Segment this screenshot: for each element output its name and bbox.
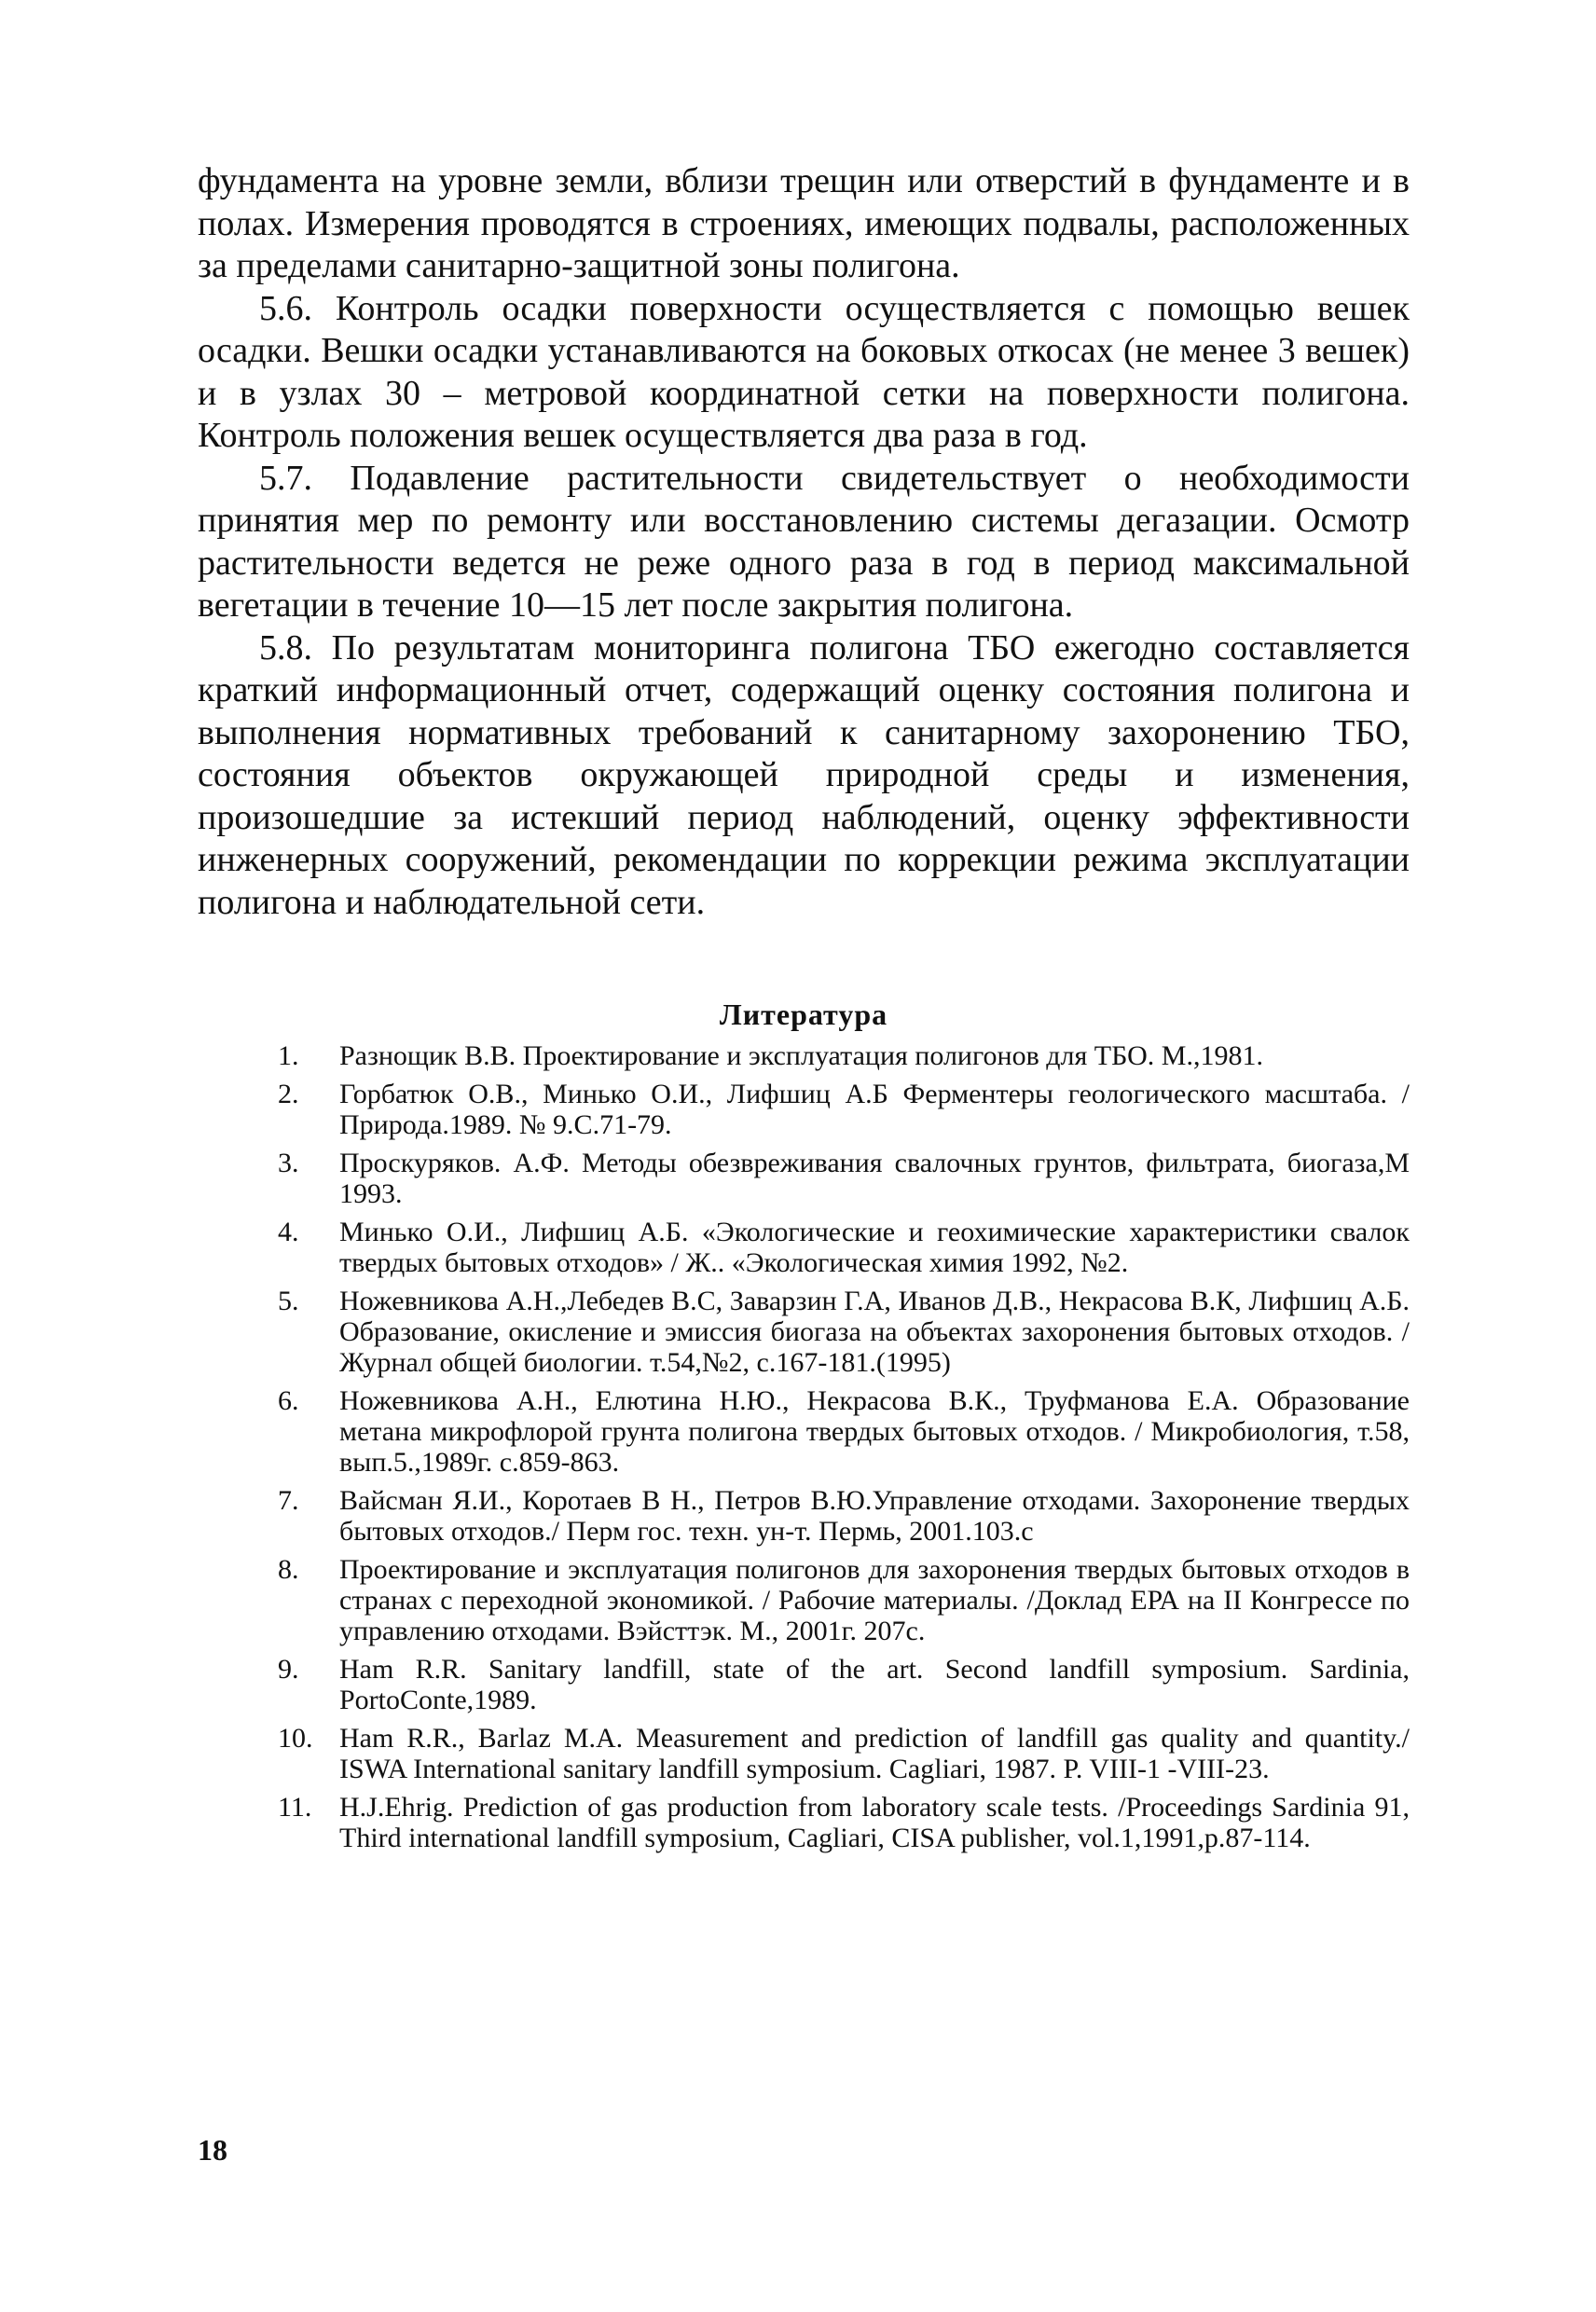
reference-text: Проектирование и эксплуатация полигонов для захоронения твердых бытовых отходов в странах с переходной экономикой. / Рабочие материалы. /Доклад ЕРА на II Конгрессе по управлению отходами. Вэйсттэк. М., 2001г. 207с.	[339, 1554, 1410, 1646]
reference-number: 3.	[278, 1148, 299, 1178]
reference-item	[198, 1654, 1410, 1715]
reference-number: 7.	[278, 1485, 299, 1516]
page-number: 18	[198, 2133, 227, 2167]
reference-number: 9.	[278, 1654, 299, 1685]
reference-text: Вайсман Я.И., Коротаев В Н., Петров В.Ю.Управление отходами. Захоронение твердых бытовых отходов./ Перм гос. техн. ун-т. Пермь, 2001.103.с	[339, 1485, 1410, 1547]
paragraph-continuation: фундамента на уровне земли, вблизи трещин или отверстий в фундаменте и в полах. Измерения проводятся в строениях, имеющих подвалы, расположенных за пределами санитарно-защитной зоны полигона.	[198, 161, 1410, 285]
reference-text: Ham R.R., Barlaz M.A. Measurement and prediction of landfill gas quality and quantity./ ISWA International sanitary landfill symposium. Cagliari, 1987. P. VIII-1 -VIII-23.	[339, 1723, 1410, 1784]
body-text	[198, 160, 1410, 924]
reference-text: Проскуряков. А.Ф. Методы обезвреживания свалочных грунтов, фильтрата, биогаза,М 1993.	[339, 1148, 1410, 1209]
reference-item	[198, 1385, 1410, 1478]
paragraph-5-8: 5.8. По результатам мониторинга полигона ТБО ежегодно составляется краткий информационный отчет, содержащий оценку состояния полигона и выполнения нормативных требований к санитарному захоронению ТБО, состояния объектов окружающей природной среды и изменения, произошедшие за истекший период наблюдений, оценку эффективности инженерных сооружений, рекомендации по коррекции режима эксплуатации полигона и наблюдательной сети.	[198, 627, 1410, 922]
reference-item	[198, 1148, 1410, 1209]
reference-number: 4.	[278, 1217, 299, 1247]
reference-number: 10.	[278, 1723, 313, 1754]
reference-item	[198, 1723, 1410, 1784]
reference-item	[198, 1217, 1410, 1278]
reference-list	[198, 1040, 1410, 1861]
paragraph-5-6: 5.6. Контроль осадки поверхности осуществляется с помощью вешек осадки. Вешки осадки устанавливаются на боковых откосах (не менее 3 вешек) и в узлах 30 – метровой координатной сетки на поверхности полигона. Контроль положения вешек осуществляется два раза в год.	[198, 288, 1410, 455]
reference-item	[198, 1079, 1410, 1140]
reference-item	[198, 1040, 1410, 1071]
reference-number: 2.	[278, 1079, 299, 1109]
reference-number: 11.	[278, 1792, 312, 1823]
reference-item	[198, 1286, 1410, 1378]
reference-number: 8.	[278, 1554, 299, 1585]
reference-text: Горбатюк О.В., Минько О.И., Лифшиц А.Б Ферментеры геологического масштаба. / Природа.1989. № 9.С.71-79.	[339, 1079, 1410, 1140]
reference-number: 5.	[278, 1286, 299, 1316]
reference-text: Минько О.И., Лифшиц А.Б. «Экологические и геохимические характеристики свалок твердых бытовых отходов» / Ж.. «Экологическая химия 1992, №2.	[339, 1217, 1410, 1278]
reference-text: Ножевникова А.Н., Елютина Н.Ю., Некрасова В.К., Труфманова Е.А. Образование метана микрофлорой грунта полигона твердых бытовых отходов. / Микробиология, т.58, вып.5.,1989г. с.859-863.	[339, 1385, 1410, 1478]
literature-heading: Литература	[719, 998, 888, 1031]
paragraph-5-7: 5.7. Подавление растительности свидетельствует о необходимости принятия мер по ремонту или восстановлению системы дегазации. Осмотр растительности ведется не реже одного раза в год в период максимальной вегетации в течение 10—15 лет после закрытия полигона.	[198, 458, 1410, 625]
reference-text: Ham R.R. Sanitary landfill, state of the art. Second landfill symposium. Sardinia, PortoConte,1989.	[339, 1654, 1410, 1715]
reference-number: 1.	[278, 1040, 299, 1071]
reference-item	[198, 1554, 1410, 1646]
reference-text: Разнощик В.В. Проектирование и эксплуатация полигонов для ТБО. М.,1981.	[339, 1040, 1263, 1071]
reference-item	[198, 1485, 1410, 1547]
reference-text: Ножевникова А.Н.,Лебедев В.С, Заварзин Г.А, Иванов Д.В., Некрасова В.К, Лифшиц А.Б. Образование, окисление и эмиссия биогаза на объектах захоронения бытовых отходов. /Журнал общей биологии. т.54,№2, с.167-181.(1995)	[339, 1286, 1410, 1378]
reference-number: 6.	[278, 1385, 299, 1416]
reference-text: H.J.Ehrig. Prediction of gas production from laboratory scale tests. /Proceedings Sardinia 91, Third international landfill symposium, Cagliari, CISA publisher, vol.1,1991,p.87-114.	[339, 1792, 1410, 1853]
reference-item	[198, 1792, 1410, 1853]
